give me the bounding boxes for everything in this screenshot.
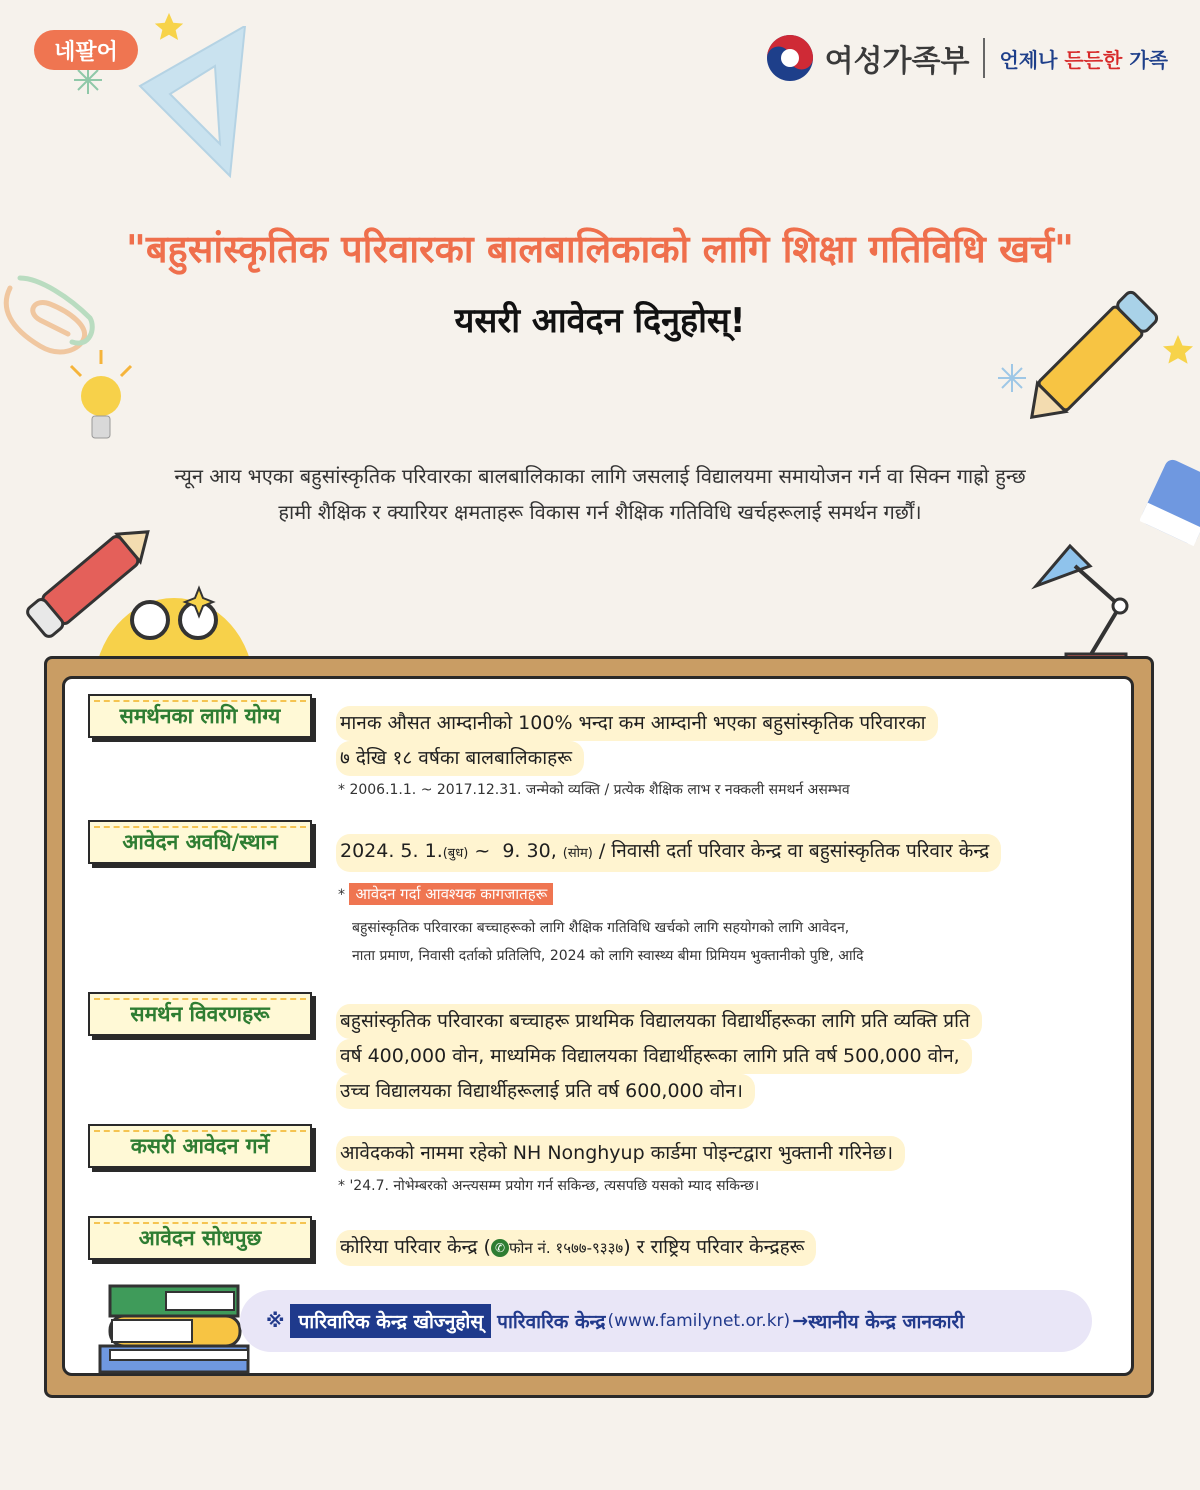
triangle-ruler-icon xyxy=(120,26,250,186)
slogan-part-c: 가족 xyxy=(1129,47,1168,72)
slogan-part-b: 든든한 xyxy=(1064,47,1123,72)
day-start: (बुध) xyxy=(442,846,469,861)
sparkle-icon-right xyxy=(998,364,1026,392)
docs-tag: आवेदन गर्दा आवश्यक कागजातहरू xyxy=(349,883,553,905)
character-with-pencil-icon xyxy=(24,528,264,676)
period-line xyxy=(336,834,1001,872)
inquiry-part-1: कोरिया परिवार केन्द्र ( xyxy=(340,1236,491,1258)
how-content xyxy=(336,1136,905,1171)
phone-number: फोन नं. १५७७-९३३७ xyxy=(508,1239,624,1257)
apply-place: / निवासी दर्ता परिवार केन्द्र वा बहुसांस्कृतिक परिवार केन्द्र xyxy=(592,840,990,862)
books-icon xyxy=(96,1282,252,1376)
support-content xyxy=(336,1004,982,1109)
slogan xyxy=(999,44,1168,73)
arrow-icon: → xyxy=(792,1310,809,1332)
support-line-3: उच्च विद्यालयका विद्यार्थीहरूलाई प्रति वर्ष 600,000 वोन। xyxy=(336,1074,755,1109)
day-end: (सोम) xyxy=(562,846,593,861)
how-line-1: आवेदकको नाममा रहेको NH Nonghyup कार्डमा पोइन्टद्वारा भुक्तानी गरिनेछ। xyxy=(336,1136,905,1171)
how-note: * '24.7. नोभेम्बरको अन्त्यसम्म प्रयोग गर्न सकिन्छ, त्यसपछि यसको म्याद सकिन्छ। xyxy=(338,1178,760,1194)
divider xyxy=(983,38,985,78)
docs-line-1: बहुसांस्कृतिक परिवारका बच्चाहरूको लागि शैक्षिक गतिविधि खर्चको लागि सहयोगको लागि आवेदन, xyxy=(352,920,850,936)
search-family-center-button[interactable]: पारिवारिक केन्द्र खोज्नुहोस् xyxy=(290,1304,491,1338)
inquiry-part-2: ) र राष्ट्रिय परिवार केन्द्रहरू xyxy=(623,1236,805,1258)
docs-list xyxy=(352,914,864,970)
label-how: कसरी आवेदन गर्ने xyxy=(88,1124,312,1168)
label-period: आवेदन अवधि/स्थान xyxy=(88,820,312,864)
label-support: समर्थन विवरणहरू xyxy=(88,992,312,1036)
label-inquiry: आवेदन सोधपुछ xyxy=(88,1216,312,1260)
intro-line-2: हामी शैक्षिक र क्यारियर क्षमताहरू विकास गर्न शैक्षिक गतिविधि खर्चहरूलाई समर्थन गर्छौं। xyxy=(278,500,922,524)
star-icon xyxy=(152,10,186,44)
support-line-1: बहुसांस्कृतिक परिवारका बच्चाहरू प्राथमिक विद्यालयका विद्यार्थीहरूका लागि प्रति व्यक्ति प्रति xyxy=(336,1004,982,1039)
period-content xyxy=(336,834,1001,872)
lightbulb-icon xyxy=(66,350,136,450)
inquiry-content xyxy=(336,1230,816,1266)
local-center-info: स्थानीय केन्द्र जानकारी xyxy=(808,1311,965,1333)
family-center-site-label: पारिवारिक केन्द्र xyxy=(497,1311,606,1333)
ministry-logo xyxy=(765,30,1168,86)
eligible-line-1: मानक औसत आम्दानीको 100% भन्दा कम आम्दानी भएका बहुसांस्कृतिक परिवारका xyxy=(336,706,938,741)
docs-heading xyxy=(338,880,553,909)
inquiry-line xyxy=(336,1230,816,1266)
page-title: "बहुसांस्कृतिक परिवारका बालबालिकाको लागि शिक्षा गतिविधि खर्च" xyxy=(126,227,1074,271)
docs-line-2: नाता प्रमाण, निवासी दर्ताको प्रतिलिपि, 2024 को लागि स्वास्थ्य बीमा प्रिमियम भुक्तानीको पुष्टि, आदि xyxy=(352,948,864,964)
eligible-content xyxy=(336,706,938,776)
familynet-link[interactable]: (www.familynet.or.kr) xyxy=(607,1311,791,1331)
taegeuk-logo-icon xyxy=(765,33,815,83)
slogan-part-a: 언제나 xyxy=(999,47,1058,72)
docs-star: * xyxy=(338,887,345,903)
date-start: 2024. 5. 1. xyxy=(340,840,443,862)
label-eligible: समर्थनका लागि योग्य xyxy=(88,694,312,738)
ministry-name: 여성가족부 xyxy=(824,44,970,79)
eligible-line-2: ७ देखि १८ वर्षका बालबालिकाहरू xyxy=(336,741,584,776)
desk-lamp-icon xyxy=(1020,536,1150,666)
page-subtitle: यसरी आवेदन दिनुहोस्! xyxy=(454,301,746,341)
eligible-note: * 2006.1.1. ~ 2017.12.31. जन्मेको व्यक्ति / प्रत्येक शैक्षिक लाभ र नक्कली समथर्न असम्भव xyxy=(338,782,850,798)
reference-mark: ※ xyxy=(266,1310,285,1332)
sparkle-icon xyxy=(74,66,102,94)
family-center-search-banner xyxy=(240,1290,1092,1352)
intro-line-1: न्यून आय भएका बहुसांस्कृतिक परिवारका बालबालिकाका लागि जसलाई विद्यालयमा समायोजन गर्न वा सिक्न गाह्रो हुन्छ xyxy=(174,464,1026,488)
date-tilde: ~ xyxy=(468,840,503,862)
support-line-2: वर्ष 400,000 वोन, माध्यमिक विद्यालयका विद्यार्थीहरूका लागि प्रति वर्ष 500,000 वोन, xyxy=(336,1039,972,1074)
language-badge: 네팔어 xyxy=(34,30,138,70)
date-end: 9. 30, xyxy=(502,840,557,862)
phone-icon: ✆ xyxy=(491,1239,509,1257)
intro-text xyxy=(0,458,1200,530)
